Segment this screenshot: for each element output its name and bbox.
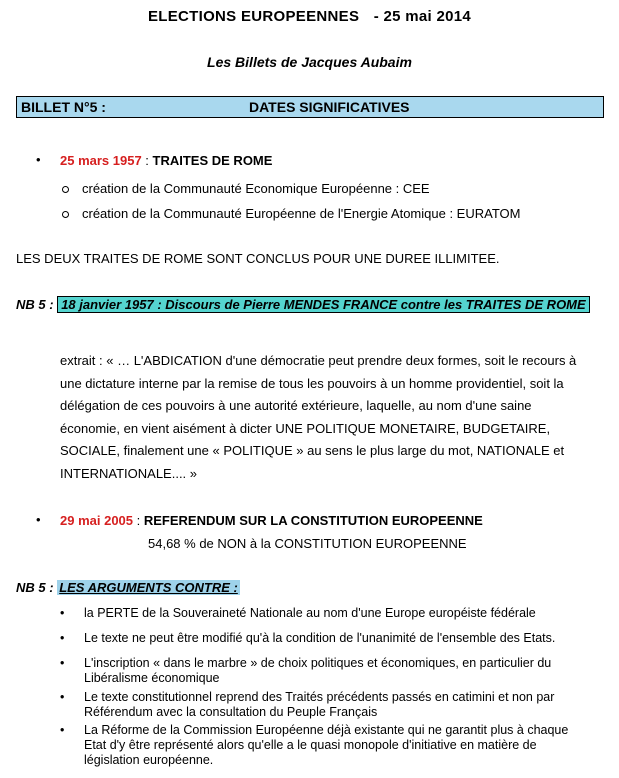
extract-line: extrait : « … L'ABDICATION d'une démocratie peut prendre deux formes, soit le recours à: [60, 353, 577, 368]
extract-quote: [60, 350, 600, 485]
circle-bullet-icon: [62, 211, 69, 218]
extract-line: économie, en vient aisément à dicter UNE POLITIQUE MONETAIRE, BUDGETAIRE,: [60, 420, 551, 436]
billet-title: DATES SIGNIFICATIVES: [249, 99, 410, 115]
argument-text: la PERTE de la Souveraineté Nationale au nom d'une Europe européiste fédérale: [84, 606, 536, 620]
bullet: •: [60, 631, 65, 645]
argument-text: Le texte constitutionnel reprend des Traités précédents passés en catimini et non par Référendum avec la consultation du Peuple Français: [84, 690, 555, 719]
title-date: - 25 mai 2014: [373, 8, 472, 25]
bullet: •: [36, 152, 41, 167]
extract-line: une dictature interne par la remise de tous les pouvoirs à un homme providentiel, soit la: [60, 375, 564, 391]
section1-item: création de la Communauté Européenne de l'Energie Atomique : EURATOM: [82, 206, 521, 221]
nb1-label: NB 5 :: [16, 297, 54, 312]
bullet: •: [60, 656, 65, 670]
bullet: •: [60, 723, 65, 737]
section2-sep: :: [133, 513, 144, 528]
nb1-line: [16, 297, 590, 312]
section2-title: REFERENDUM SUR LA CONSTITUTION EUROPEENNE: [143, 513, 483, 528]
bullet: •: [60, 690, 65, 704]
section1-item: création de la Communauté Economique Européenne : CEE: [82, 181, 430, 196]
bullet: •: [36, 512, 41, 527]
argument-text: La Réforme de la Commission Européenne déjà existante qui ne garantit plus à chaque Etat d'y être représenté alors qu'elle a le quasi monopole d'initiative en matière de législation européenne.: [84, 723, 569, 767]
section2-result: 54,68 % de NON à la CONSTITUTION EUROPEENNE: [148, 536, 467, 551]
extract-line: INTERNATIONALE.... »: [60, 465, 198, 481]
title-main: ELECTIONS EUROPEENNES: [147, 8, 360, 25]
extract-line: délégation de ces pouvoirs à une autorité extérieure, laquelle, au nom d'une saine: [60, 398, 532, 413]
section1-heading: [60, 153, 272, 168]
extract-line: SOCIALE, finalement une « POLITIQUE » au sens le plus large du mot, NATIONALE et: [60, 443, 565, 458]
section1-title: TRAITES DE ROME: [152, 153, 273, 168]
billet-label: BILLET N°5 :: [21, 99, 106, 115]
statement: LES DEUX TRAITES DE ROME SONT CONCLUS POUR UNE DUREE ILLIMITEE.: [16, 251, 500, 266]
nb2-highlight: LES ARGUMENTS CONTRE :: [59, 580, 238, 595]
nb2-line: [16, 580, 240, 595]
billet-banner: [16, 96, 604, 118]
argument-text: Le texte ne peut être modifié qu'à la condition de l'unanimité de l'ensemble des Etats.: [84, 631, 556, 645]
section1-date: 25 mars 1957: [60, 153, 142, 168]
section1-sep: :: [141, 153, 153, 168]
argument-text: L'inscription « dans le marbre » de choix politiques et économiques, en particulier du Libéralisme économique: [84, 656, 552, 685]
section2-heading: [60, 513, 483, 528]
circle-bullet-icon: [62, 186, 69, 193]
nb2-label: NB 5 :: [16, 580, 54, 595]
page-title: [0, 8, 619, 25]
page-subtitle: Les Billets de Jacques Aubaim: [207, 54, 412, 70]
nb1-highlight: 18 janvier 1957 : Discours de Pierre MENDES FRANCE contre les TRAITES DE ROME: [57, 296, 590, 313]
section2-date: 29 mai 2005: [60, 513, 134, 528]
bullet: •: [60, 606, 65, 620]
